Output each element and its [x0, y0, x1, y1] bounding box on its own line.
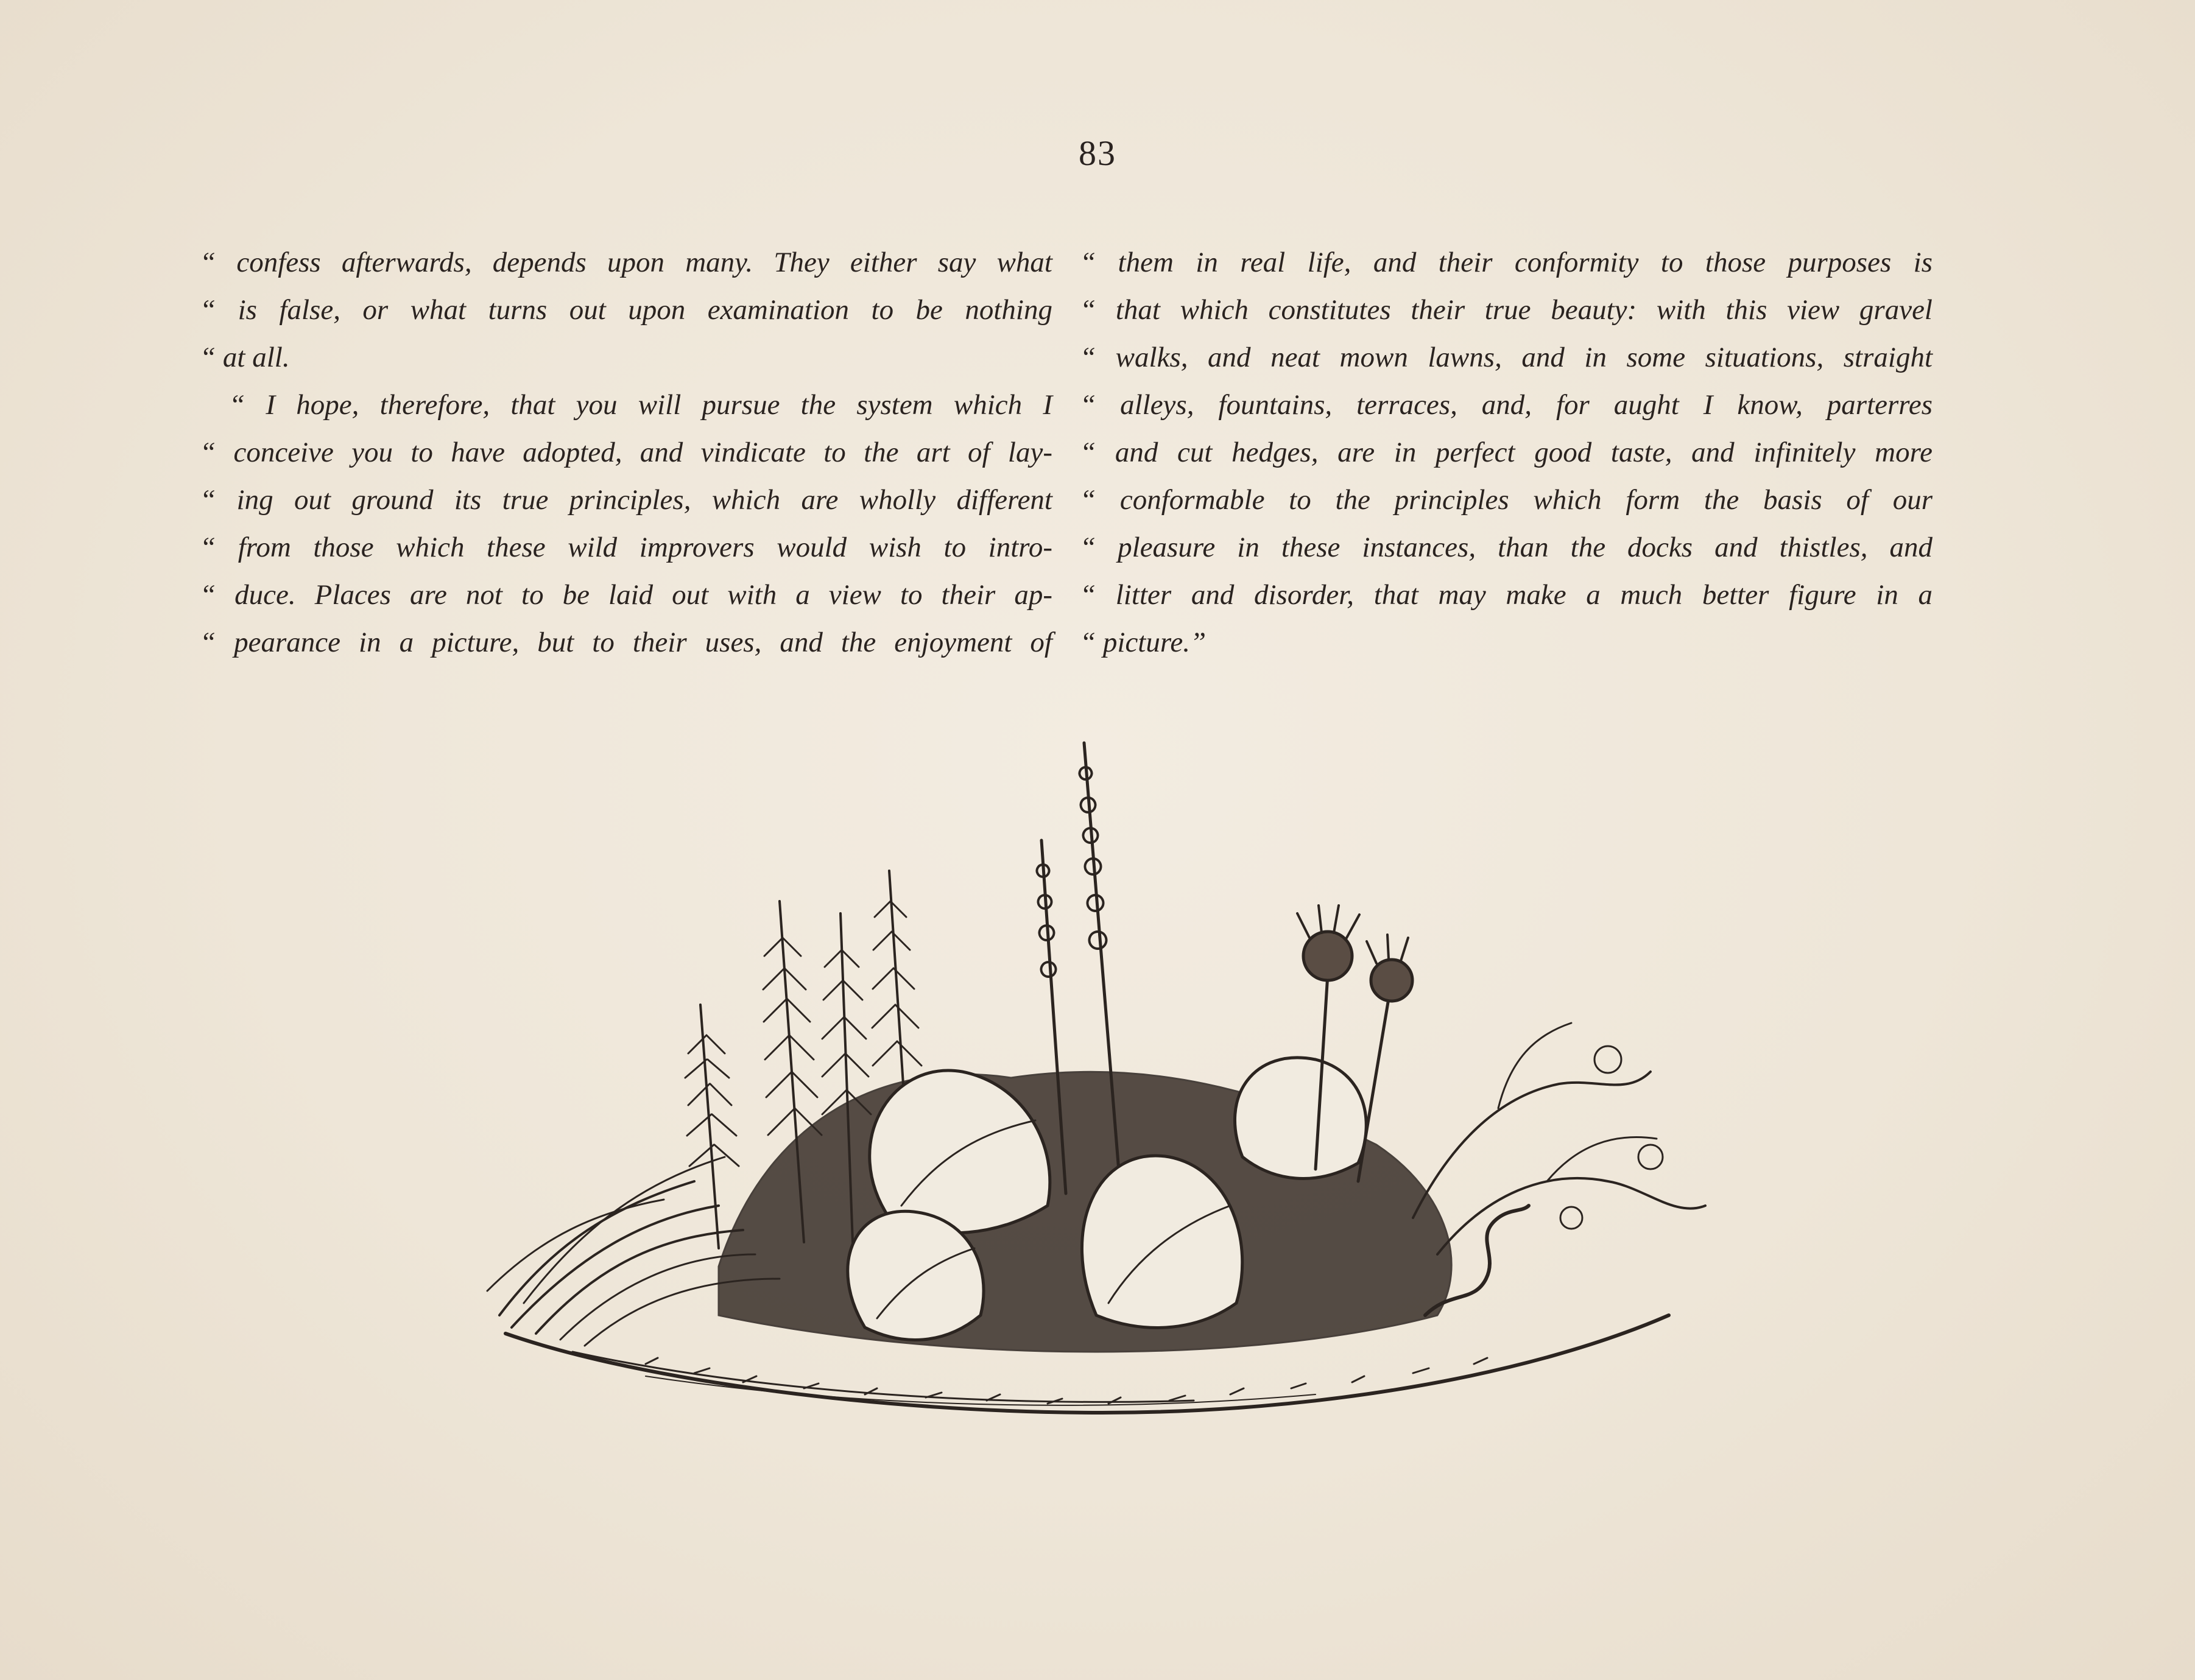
text-line: “ from those which these wild improvers would wish to intro- — [200, 532, 1052, 563]
text-line: “ litter and disorder, that may make a much better figure in a — [1080, 579, 1933, 611]
page-number: 83 — [1079, 133, 1116, 173]
text-column-left — [200, 239, 1052, 666]
text-line: “ picture.” — [1080, 627, 1207, 658]
text-line: “ pleasure in these instances, than the docks and thistles, and — [1080, 532, 1933, 563]
text-line: “ pearance in a picture, but to their uses, and the enjoyment of — [200, 627, 1052, 658]
text-line: “ I hope, therefore, that you will pursue the system which I — [229, 389, 1052, 421]
text-line: “ alleys, fountains, terraces, and, for aught I know, parterres — [1080, 389, 1933, 421]
weeds-engraving-illustration — [463, 719, 1742, 1498]
text-line: “ duce. Places are not to be laid out with a view to their ap- — [200, 579, 1052, 611]
text-line: “ and cut hedges, are in perfect good taste, and infinitely more — [1080, 437, 1933, 468]
engraving-svg — [463, 719, 1742, 1498]
text-line: “ conceive you to have adopted, and vindicate to the art of lay- — [200, 437, 1052, 468]
text-line: “ that which constitutes their true beauty: with this view gravel — [1080, 294, 1933, 326]
text-line: “ at all. — [200, 342, 290, 373]
text-line: “ conformable to the principles which form the basis of our — [1080, 484, 1933, 516]
text-line: “ ing out ground its true principles, which are wholly different — [200, 484, 1052, 516]
text-column-right — [1080, 239, 1933, 666]
text-line: “ them in real life, and their conformity to those purposes is — [1080, 247, 1933, 278]
text-line: “ is false, or what turns out upon examination to be nothing — [200, 294, 1052, 326]
text-line: “ walks, and neat mown lawns, and in some situations, straight — [1080, 342, 1933, 373]
text-line: “ confess afterwards, depends upon many. They either say what — [200, 247, 1052, 278]
